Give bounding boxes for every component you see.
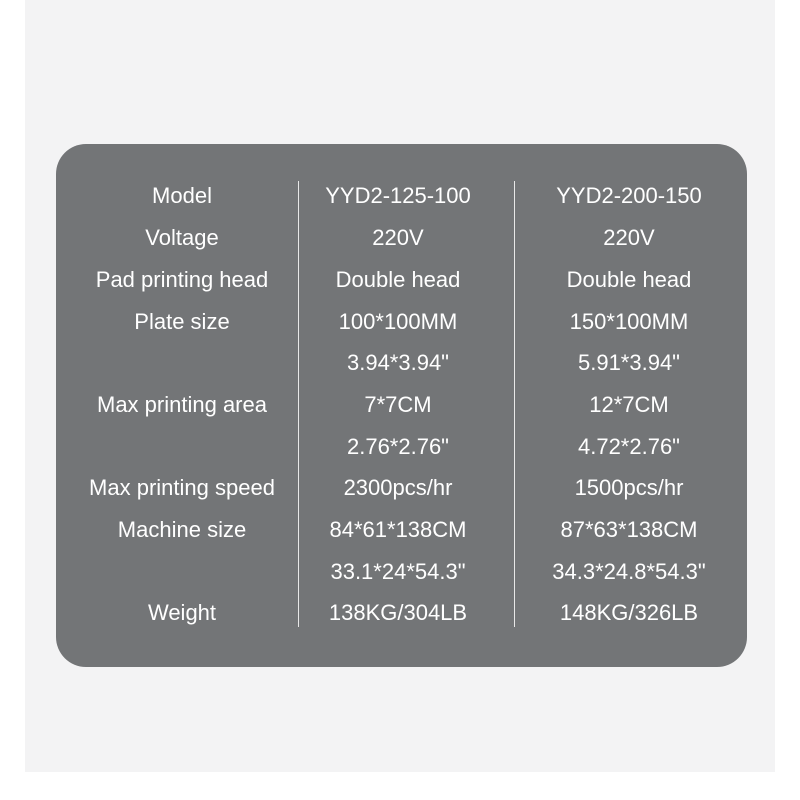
table-row: [0, 592, 800, 634]
row-value-model-1: 2.76*2.76": [346, 434, 449, 459]
table-row: [0, 301, 800, 343]
table-row: [0, 217, 800, 259]
row-label: Max printing speed: [89, 475, 275, 500]
row-label: [62, 551, 302, 593]
table-header-row: [0, 175, 800, 217]
row-value-model-1: 3.94*3.94": [346, 350, 449, 375]
row-label: Pad printing head: [95, 267, 269, 292]
row-value-model-1: 100*100MM: [338, 309, 458, 334]
row-label: Max printing area: [97, 392, 267, 417]
row-label: Weight: [147, 600, 217, 625]
row-value-model-2: 150*100MM: [569, 309, 689, 334]
header-model-1: YYD2-125-100: [325, 183, 471, 208]
header-model-2: YYD2-200-150: [556, 183, 702, 208]
row-label: Voltage: [145, 225, 219, 250]
row-value-model-2: 1500pcs/hr: [574, 475, 684, 500]
row-value-model-1: 2300pcs/hr: [343, 475, 453, 500]
row-value-model-2: 34.3*24.8*54.3": [552, 559, 706, 584]
row-value-model-1: 220V: [372, 225, 424, 250]
table-row: [0, 384, 800, 426]
table-row: [0, 426, 800, 468]
row-value-model-2: 12*7CM: [589, 392, 669, 417]
row-label: Plate size: [134, 309, 230, 334]
row-value-model-2: 148KG/326LB: [559, 600, 699, 625]
table-row: [0, 551, 800, 593]
row-value-model-1: 138KG/304LB: [328, 600, 468, 625]
table-row: [0, 259, 800, 301]
row-label: [62, 426, 302, 468]
row-value-model-1: 84*61*138CM: [329, 517, 467, 542]
table-row: [0, 342, 800, 384]
row-label: [62, 342, 302, 384]
row-value-model-2: 220V: [603, 225, 655, 250]
table-row: [0, 509, 800, 551]
row-value-model-1: Double head: [335, 267, 461, 292]
row-value-model-1: 33.1*24*54.3": [330, 559, 466, 584]
row-value-model-2: 5.91*3.94": [577, 350, 680, 375]
row-value-model-2: 87*63*138CM: [560, 517, 698, 542]
table-row: [0, 467, 800, 509]
header-label: Model: [152, 183, 212, 208]
row-value-model-2: 4.72*2.76": [577, 434, 680, 459]
row-value-model-1: 7*7CM: [364, 392, 432, 417]
row-value-model-2: Double head: [566, 267, 692, 292]
row-label: Machine size: [117, 517, 247, 542]
